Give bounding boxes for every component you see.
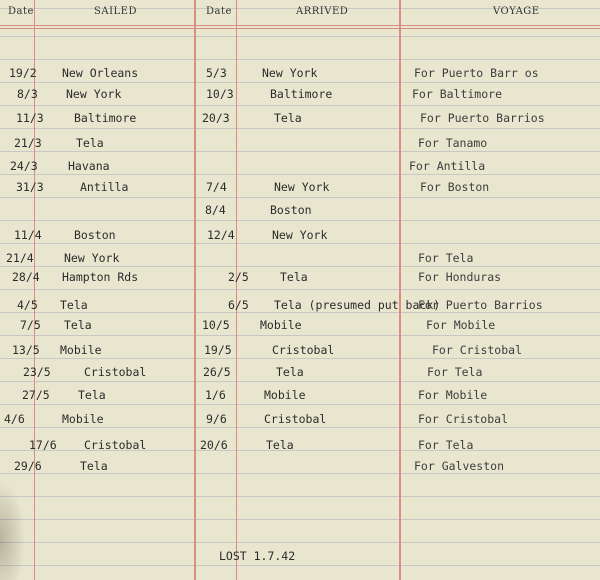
- cell-sailed: New Orleans: [62, 66, 139, 80]
- header-arrived: ARRIVED: [296, 6, 349, 17]
- cell-sail-date: 17/6: [29, 438, 57, 452]
- cell-sail-date: 11/3: [16, 111, 44, 125]
- cell-arrived: New York: [274, 180, 330, 194]
- cell-sail-date: 27/5: [22, 388, 50, 402]
- cell-arrived: Tela: [280, 270, 308, 284]
- header-sailed: SAILED: [94, 6, 137, 17]
- cell-arrived: Baltimore: [270, 87, 333, 101]
- cell-voyage: For Puerto Barrios: [420, 111, 545, 125]
- cell-arrived: New York: [262, 66, 318, 80]
- cell-arr-date: 8/4: [205, 203, 226, 217]
- cell-sailed: Mobile: [62, 412, 104, 426]
- cell-voyage: For Tela: [418, 438, 474, 452]
- cell-sail-date: 19/2: [9, 66, 37, 80]
- header-date-arrived: Date: [206, 6, 232, 17]
- cell-voyage: For Cristobal: [418, 412, 509, 426]
- cell-arr-date: 10/5: [202, 318, 230, 332]
- cell-sailed: Tela: [64, 318, 92, 332]
- cell-sail-date: 8/3: [17, 87, 38, 101]
- cell-sail-date: 28/4: [12, 270, 40, 284]
- cell-voyage: For Antilla: [409, 159, 486, 173]
- cell-sailed: Hampton Rds: [62, 270, 139, 284]
- cell-arr-date: 19/5: [204, 343, 232, 357]
- cell-arrived: Mobile: [260, 318, 302, 332]
- cell-voyage: For Boston: [420, 180, 490, 194]
- cell-voyage: For Mobile: [426, 318, 496, 332]
- cell-sailed: Mobile: [60, 343, 102, 357]
- header-date-sailed: Date: [8, 6, 34, 17]
- cell-arr-date: 12/4: [207, 228, 235, 242]
- cell-sail-date: 4/6: [4, 412, 25, 426]
- cell-arrived: New York: [272, 228, 328, 242]
- cell-sail-date: 23/5: [23, 365, 51, 379]
- cell-sailed: Tela: [80, 459, 108, 473]
- cell-sailed: Tela: [60, 298, 88, 312]
- cell-arrived: Tela: [276, 365, 304, 379]
- rule-date2-right: [236, 0, 237, 580]
- cell-sail-date: 24/3: [10, 159, 38, 173]
- cell-voyage: For Honduras: [418, 270, 502, 284]
- cell-arr-date: 26/5: [203, 365, 231, 379]
- cell-sail-date: 31/3: [16, 180, 44, 194]
- cell-voyage: For Cristobal: [432, 343, 523, 357]
- cell-sailed: Tela: [76, 136, 104, 150]
- cell-sailed: Baltimore: [74, 111, 137, 125]
- cell-voyage: For Baltimore: [412, 87, 503, 101]
- cell-arr-date: 7/4: [206, 180, 227, 194]
- cell-arr-date: 5/3: [206, 66, 227, 80]
- cell-arrived: Tela: [274, 111, 302, 125]
- rule-sailed-right: [194, 0, 196, 580]
- cell-arrived: Boston: [270, 203, 312, 217]
- rule-arrived-right: [399, 0, 401, 580]
- cell-sail-date: 21/4: [6, 251, 34, 265]
- paper-stain: [0, 480, 26, 580]
- cell-sail-date: 13/5: [12, 343, 40, 357]
- cell-arrived: Tela (presumed put back): [274, 298, 441, 312]
- cell-sailed: Tela: [78, 388, 106, 402]
- cell-sail-date: 7/5: [20, 318, 41, 332]
- cell-arr-date: 20/6: [200, 438, 228, 452]
- cell-arr-date: 9/6: [206, 412, 227, 426]
- cell-sailed: Havana: [68, 159, 110, 173]
- cell-sailed: Antilla: [80, 180, 129, 194]
- cell-sailed: New York: [66, 87, 122, 101]
- header-voyage: VOYAGE: [493, 6, 540, 17]
- cell-arrived: Tela: [266, 438, 294, 452]
- cell-sail-date: 29/6: [14, 459, 42, 473]
- lost-note: LOST 1.7.42: [219, 549, 296, 563]
- cell-sailed: Boston: [74, 228, 116, 242]
- cell-arrived: Cristobal: [264, 412, 327, 426]
- cell-arr-date: 20/3: [202, 111, 230, 125]
- cell-sail-date: 21/3: [14, 136, 42, 150]
- cell-voyage: For Puerto Barr os: [414, 66, 539, 80]
- cell-arr-date: 1/6: [205, 388, 226, 402]
- cell-sailed: New York: [64, 251, 120, 265]
- cell-voyage: For Tela: [418, 251, 474, 265]
- cell-sailed: Cristobal: [84, 438, 147, 452]
- header-rule-bottom: [0, 28, 600, 29]
- cell-voyage: For Galveston: [414, 459, 505, 473]
- header-rule-top: [0, 25, 600, 26]
- cell-arr-date: 6/5: [228, 298, 249, 312]
- cell-arrived: Cristobal: [272, 343, 335, 357]
- cell-arrived: Mobile: [264, 388, 306, 402]
- cell-voyage: For Puerto Barrios: [418, 298, 543, 312]
- cell-sailed: Cristobal: [84, 365, 147, 379]
- cell-voyage: For Mobile: [418, 388, 488, 402]
- cell-sail-date: 11/4: [14, 228, 42, 242]
- cell-arr-date: 2/5: [228, 270, 249, 284]
- cell-sail-date: 4/5: [17, 298, 38, 312]
- cell-voyage: For Tela: [427, 365, 483, 379]
- cell-arr-date: 10/3: [206, 87, 234, 101]
- cell-voyage: For Tanamo: [418, 136, 488, 150]
